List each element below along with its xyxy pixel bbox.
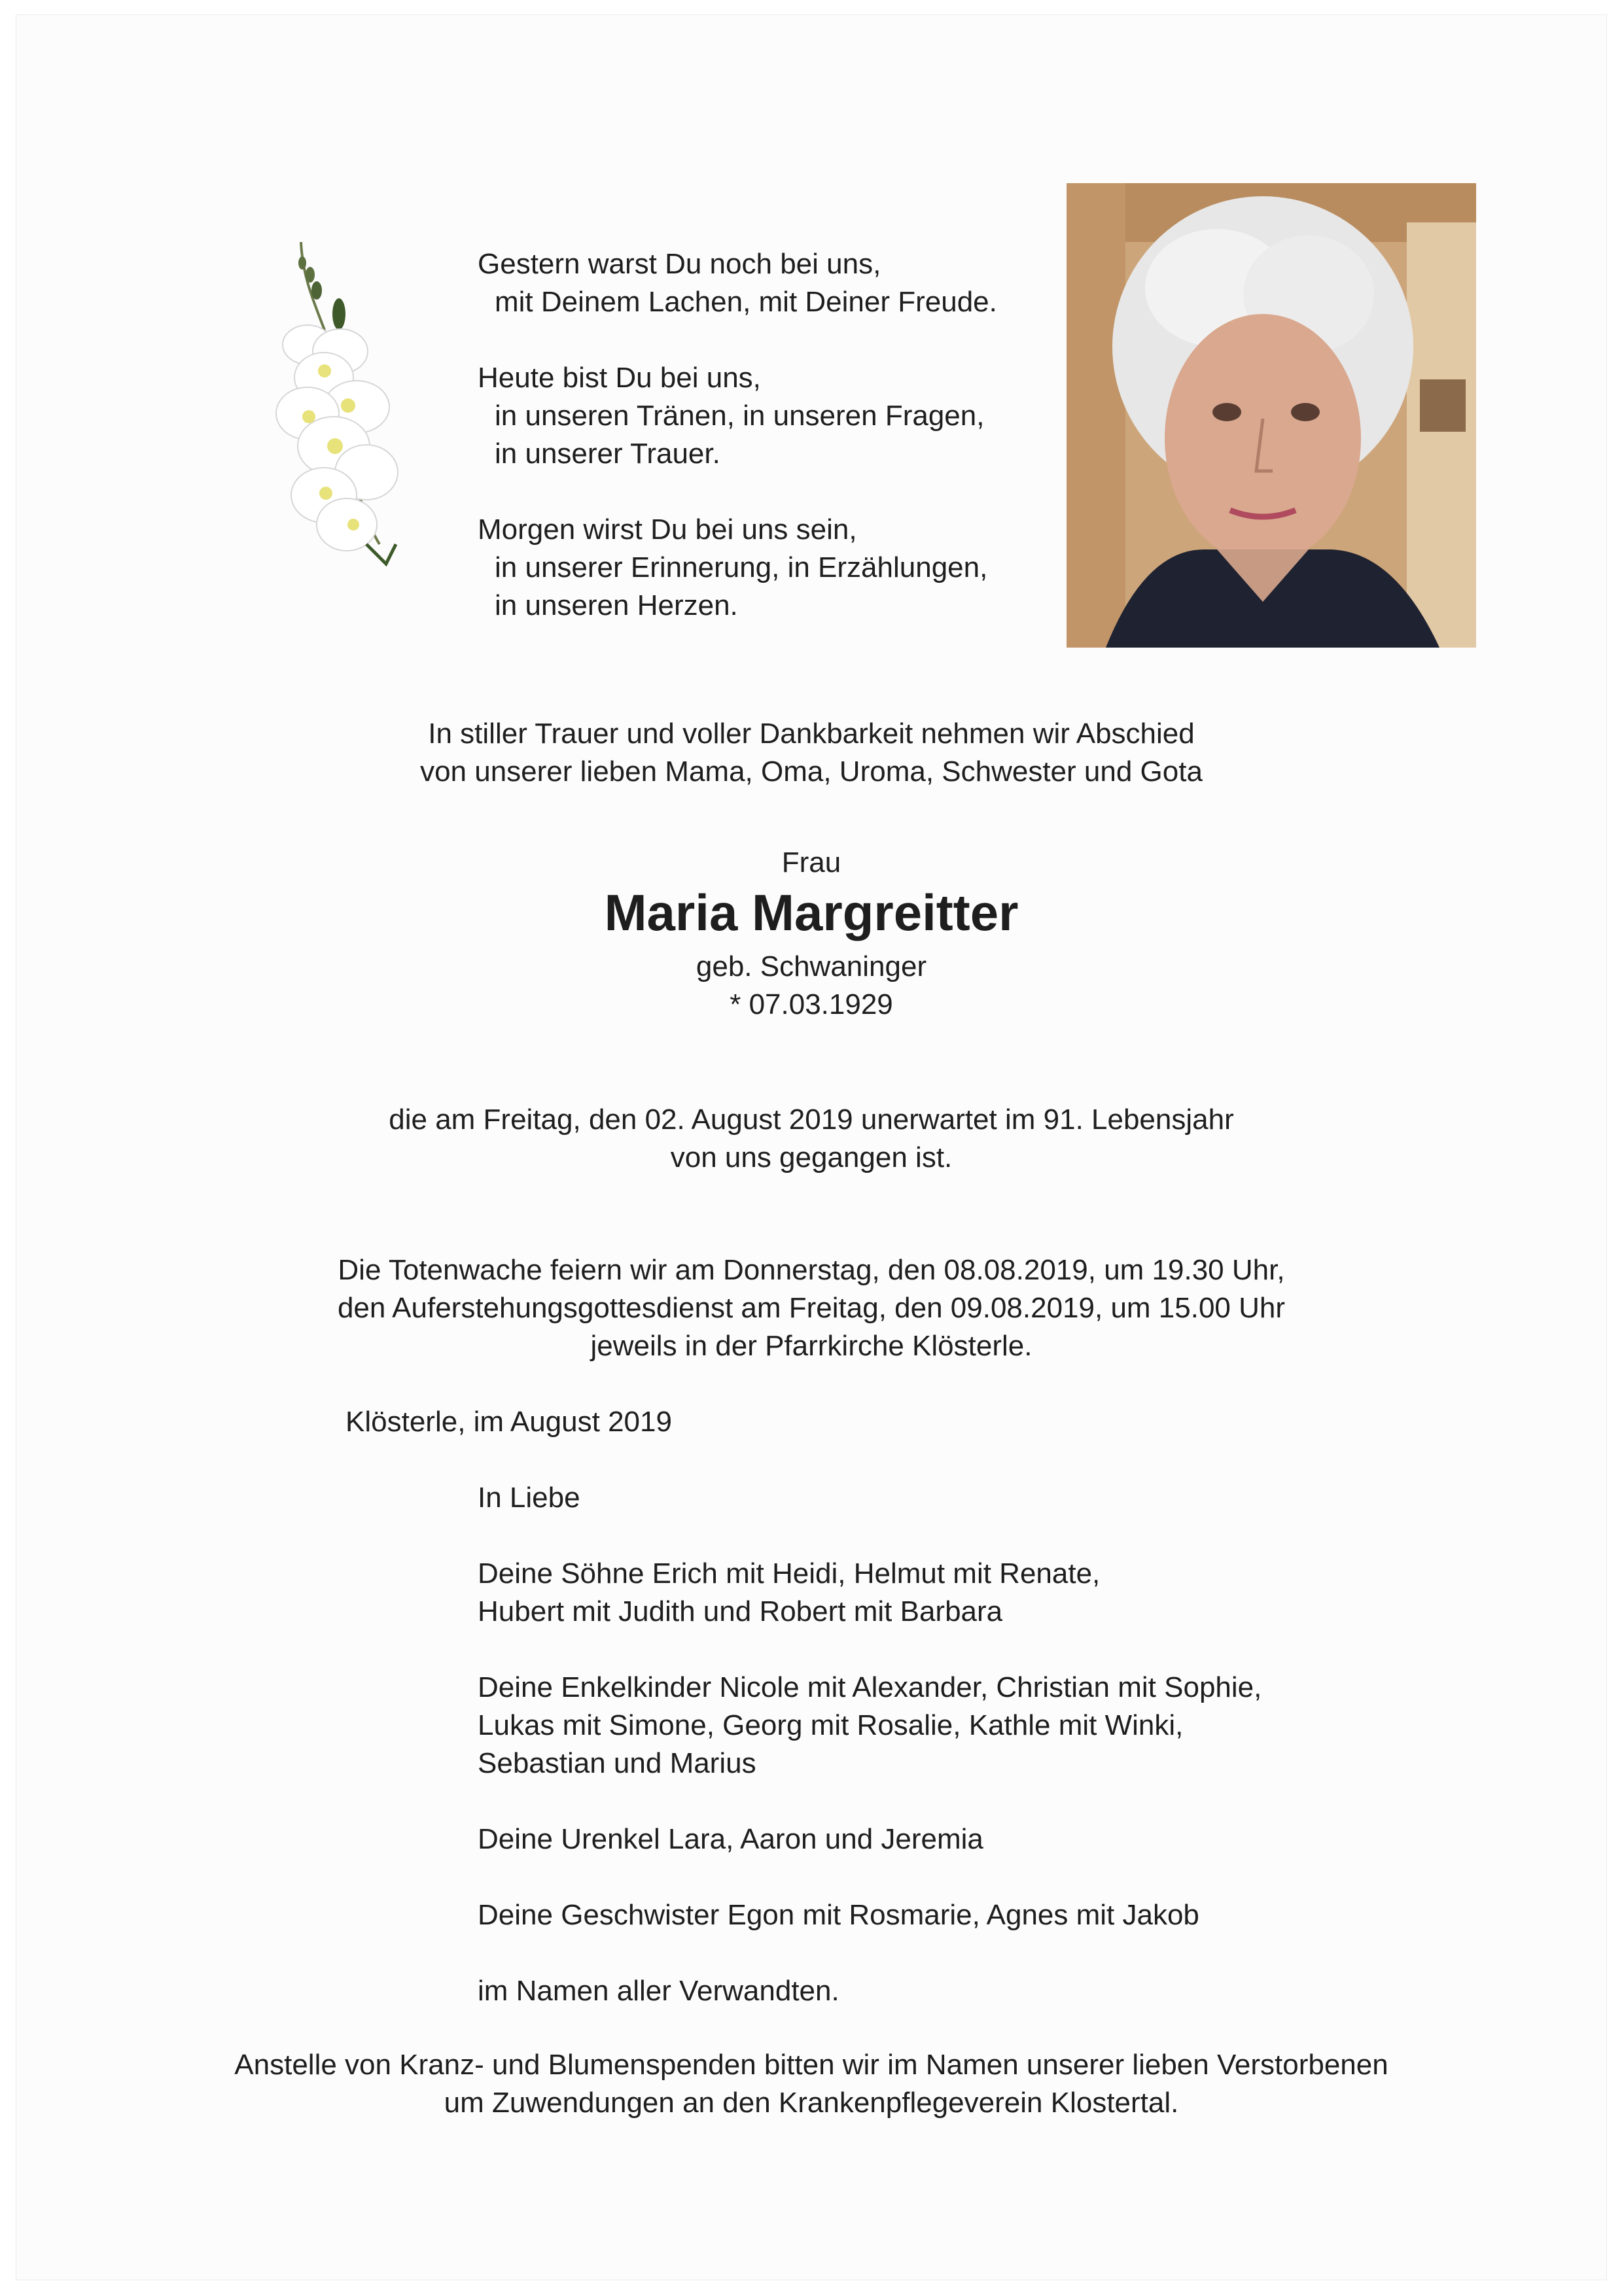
great-grandchildren: Deine Urenkel Lara, Aaron und Jeremia (478, 1823, 983, 1855)
deceased-name: Maria Margreitter (604, 884, 1019, 941)
family-block (478, 1479, 1262, 2048)
maiden-name: geb. Schwaninger (696, 950, 927, 983)
sons-line: Deine Söhne Erich mit Heidi, Helmut mit Renate, (478, 1557, 1101, 1590)
grandchildren (478, 1669, 1262, 1783)
poem-line: in unserer Trauer. (495, 438, 720, 470)
relatives: im Namen aller Verwandten. (478, 1975, 839, 2007)
poem-stanza-2 (478, 359, 997, 473)
poem-line: in unseren Herzen. (495, 589, 738, 621)
portrait-photo (1067, 183, 1476, 648)
poem-line: Morgen wirst Du bei uns sein, (478, 513, 857, 546)
salutation: Frau (781, 846, 841, 878)
poem-stanza-1 (478, 245, 997, 321)
poem-line: in unseren Tränen, in unseren Fragen, (495, 400, 985, 432)
poem-line: Heute bist Du bei uns, (478, 362, 761, 394)
death-line: von uns gegangen ist. (670, 1141, 953, 1174)
service-info (131, 1251, 1492, 1365)
donation-note (131, 2046, 1492, 2122)
service-line: jeweils in der Pfarrkirche Klösterle. (590, 1330, 1033, 1362)
poem-line: in unserer Erinnerung, in Erzählungen, (495, 551, 988, 583)
poem-line: Gestern warst Du noch bei uns, (478, 248, 881, 280)
poem-stanza-3 (478, 511, 997, 625)
donation-line: Anstelle von Kranz- und Blumenspenden bitten wir im Namen unserer lieben Verstorbenen (234, 2049, 1388, 2081)
in-love: In Liebe (478, 1482, 580, 1514)
service-line: Die Totenwache feiern wir am Donnerstag, den 08.08.2019, um 19.30 Uhr, (338, 1254, 1285, 1286)
intro-line: In stiller Trauer und voller Dankbarkeit nehmen wir Abschied (428, 718, 1195, 750)
intro-text (131, 715, 1492, 791)
death-notice (131, 1101, 1492, 1177)
grandchildren-line: Lukas mit Simone, Georg mit Rosalie, Kathle mit Winki, (478, 1709, 1184, 1741)
grandchildren-line: Deine Enkelkinder Nicole mit Alexander, Christian mit Sophie, (478, 1671, 1262, 1703)
donation-line: um Zuwendungen an den Krankenpflegeverein Klostertal. (444, 2087, 1179, 2119)
death-line: die am Freitag, den 02. August 2019 unerwartet im 91. Lebensjahr (389, 1104, 1234, 1136)
poem-line: mit Deinem Lachen, mit Deiner Freude. (495, 286, 997, 318)
grandchildren-line: Sebastian und Marius (478, 1747, 756, 1779)
place-date: Klösterle, im August 2019 (345, 1406, 672, 1438)
siblings: Deine Geschwister Egon mit Rosmarie, Agnes mit Jakob (478, 1899, 1199, 1931)
intro-line: von unserer lieben Mama, Oma, Uroma, Schwester und Gota (420, 756, 1203, 788)
birth-date: * 07.03.1929 (730, 988, 893, 1020)
sons (478, 1555, 1262, 1631)
service-line: den Auferstehungsgottesdienst am Freitag, den 09.08.2019, um 15.00 Uhr (337, 1292, 1286, 1324)
orchid-flower-image (262, 237, 406, 577)
poem (478, 245, 997, 663)
sons-line: Hubert mit Judith und Robert mit Barbara (478, 1595, 1003, 1627)
